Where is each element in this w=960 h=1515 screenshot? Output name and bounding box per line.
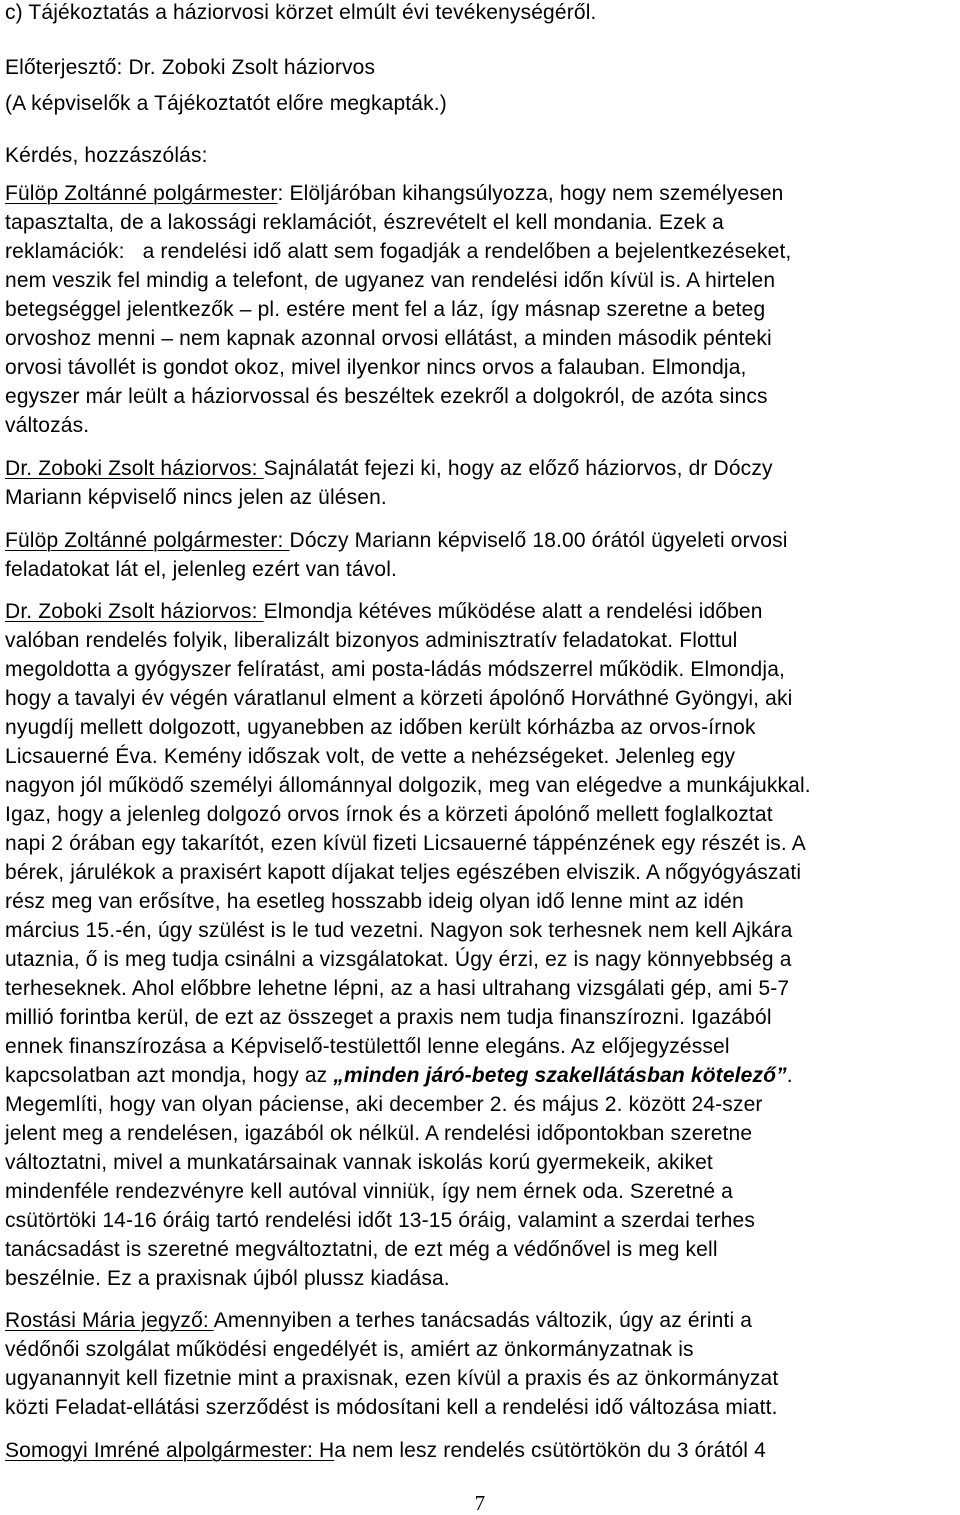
speaker-name: Rostási Mária jegyző: [5,1309,214,1332]
note-line: (A képviselők a Tájékoztatót előre megkapták.) [5,92,447,115]
paragraph-line: utaznia, ő is meg tudja csinálni a vizsgálatokat. Úgy érzi, ez is nagy könnyebbség a [5,948,792,971]
speaker-name: Fülöp Zoltánné polgármester: [5,529,290,552]
paragraph-line [5,1063,793,1089]
paragraph-text: Amennyiben a terhes tanácsadás változik, úgy az érinti a [213,1309,753,1332]
paragraph-line: rész meg van erősítve, ha esetleg hosszabb ideig olyan idő lenne mint az idén [5,890,744,913]
paragraph-text: . [786,1064,793,1087]
paragraph-line: megoldotta a gyógyszer felíratást, ami posta-ládás módszerrel működik. Elmondja, [5,658,786,681]
paragraph-line: Mariann képviselő nincs jelen az ülésen. [5,486,387,509]
paragraph-line: millió forintba kerül, de ezt az összeget a praxis nem tudja finanszírozni. Igazából [5,1006,772,1029]
paragraph-line: védőnői szolgálat működési engedélyét is, amiért az önkormányzatnak is [5,1338,694,1361]
speaker-name: Somogyi Imréné alpolgármester: H [5,1439,335,1462]
questions-heading: Kérdés, hozzászólás: [5,144,208,167]
paragraph-line: Megemlíti, hogy van olyan páciense, aki december 2. és május 2. között 24-szer [5,1093,763,1116]
paragraph-line: hogy a tavalyi év végén váratlanul elment a körzeti ápolónő Horváthné Gyöngyi, aki [5,687,793,710]
paragraph-text: Sajnálatát fejezi ki, hogy az előző háziorvos, dr Dóczy [263,457,773,480]
paragraph-line: ugyanannyit kell fizetnie mint a praxisnak, ezen kívül a praxis és az önkormányzat [5,1367,779,1390]
paragraph-line: feladatokat lát el, jelenleg ezért van távol. [5,558,397,581]
paragraph-line [5,181,783,207]
paragraph-line: nyugdíj mellett dolgozott, ugyanebben az időben került kórházba az orvos-írnok [5,716,756,739]
paragraph-line: közti Feladat-ellátási szerződést is módosítani kell a rendelési idő változása miatt. [5,1396,778,1419]
paragraph-line [5,456,773,482]
speaker-name: Dr. Zoboki Zsolt háziorvos: [5,600,264,623]
paragraph-text: a nem lesz rendelés csütörtökön du 3 órától 4 [334,1439,766,1462]
paragraph-line: reklamációk: a rendelési idő alatt sem fogadják a rendelőben a bejelentkezéseket, [5,240,792,263]
paragraph-line: egyszer már leült a háziorvossal és beszéltek ezekről a dolgokról, de azóta sincs [5,385,768,408]
paragraph-line: betegséggel jelentkezők – pl. estére ment fel a láz, így másnap szeretne a beteg [5,298,766,321]
speaker-name: Fülöp Zoltánné polgármester [5,182,278,205]
paragraph-line: változás. [5,414,90,437]
paragraph-line [5,1308,752,1334]
paragraph-line [5,528,788,554]
paragraph-text: Dóczy Mariann képviselő 18.00 órától ügyeleti orvosi [289,529,788,552]
paragraph-line: Licsauerné Éva. Kemény időszak volt, de vette a nehézségeket. Jelenleg egy [5,745,736,768]
paragraph-line: ennek finanszírozása a Képviselő-testülettől lenne elegáns. Az előjegyzéssel [5,1035,730,1058]
paragraph-line: Igaz, hogy a jelenleg dolgozó orvos írnok és a körzeti ápolónő mellett foglalkoztat [5,803,773,826]
speaker-name: Dr. Zoboki Zsolt háziorvos: [5,457,264,480]
paragraph-line: tapasztalta, de a lakossági reklamációt, észrevételt el kell mondania. Ezek a [5,211,724,234]
paragraph-line [5,1438,766,1464]
paragraph-line: nagyon jól működő személyi állománnyal dolgozik, meg van elégedve a munkájukkal. [5,774,811,797]
paragraph-line: változtatni, mivel a munkatársainak vannak iskolás korú gyermekeik, akiket [5,1151,713,1174]
paragraph-line: csütörtöki 14-16 óráig tartó rendelési időt 13-15 óráig, valamint a szerdai terhes [5,1209,756,1232]
paragraph-line: tanácsadást is szeretné megváltoztatni, de ezt még a védőnővel is meg kell [5,1238,718,1261]
paragraph-line: valóban rendelés folyik, liberalizált bizonyos adminisztratív feladatokat. Flottul [5,629,738,652]
paragraph-line: nem veszik fel mindig a telefont, de ugyanez van rendelési időn kívül is. A hirtelen [5,269,776,292]
paragraph-line: terheseknek. Ahol előbbre lehetne lépni, az a hasi ultrahang vizsgálati gép, ami 5-7 [5,977,790,1000]
agenda-heading: c) Tájékoztatás a háziorvosi körzet elmúlt évi tevékenységéről. [5,1,597,24]
paragraph-text: : Elöljáróban kihangsúlyozza, hogy nem személyesen [277,182,784,205]
paragraph-line [5,599,763,625]
paragraph-line: március 15.-én, úgy szülést is le tud vezetni. Nagyon sok terhesnek nem kell Ajkára [5,919,793,942]
paragraph-line: orvosi távollét is gondot okoz, mivel ilyenkor nincs orvos a falauban. Elmondja, [5,356,747,379]
paragraph-line: mindenféle rendezvényre kell autóval vinniük, így nem érnek oda. Szeretné a [5,1180,733,1203]
paragraph-line: orvoshoz menni – nem kapnak azonnal orvosi ellátást, a minden második pénteki [5,327,772,350]
presenter-line: Előterjesztő: Dr. Zoboki Zsolt háziorvos [5,56,376,79]
paragraph-text: kapcsolatban azt mondja, hogy az [5,1064,334,1087]
paragraph-line: beszélnie. Ez a praxisnak újból plussz kiadása. [5,1267,450,1290]
paragraph-line: jelent meg a rendelésen, igazából ok nélkül. A rendelési időpontokban szeretne [5,1122,753,1145]
emphasized-quote: „minden járó-beteg szakellátásban kötelező” [333,1064,787,1087]
paragraph-line: bérek, járulékok a praxisért kapott díjakat teljes egészében elviszik. A nőgyógyászati [5,861,802,884]
page-number: 7 [474,1491,486,1515]
paragraph-line: napi 2 órában egy takarítót, ezen kívül fizeti Licsauerné táppénzének egy részét is. A [5,832,806,855]
paragraph-text: Elmondja kétéves működése alatt a rendelési időben [263,600,763,623]
